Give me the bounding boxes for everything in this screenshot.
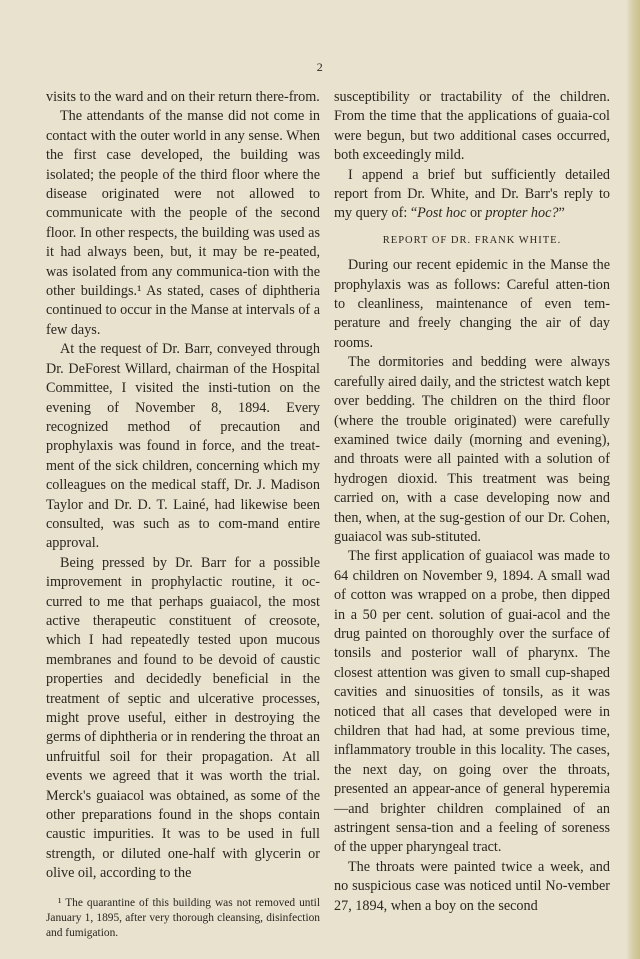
right-paragraph-1: susceptibility or tractability of the children. From the time that the applications of guaia-col were begun, but two additional cases occurred, both exceedingly mild. [334, 89, 610, 164]
left-paragraph-3: At the request of Dr. Barr, conveyed through Dr. DeForest Willard, chairman of the Hospital Committee, I visited the insti-tution on the evening of November 8, 1894. Every recognized method of precaution and prophylaxis was found in force, and the treat-ment of the sick children, concerning which my colleagues on the medical staff, Dr. J. Madison Taylor and Dr. D. T. Lainé, had likewise been consulted, was such as to com-mand entire approval. [46, 341, 320, 552]
right-paragraph-6: The throats were painted twice a week, and no suspicious case was noticed until No-vember 27, 1894, when a boy on the second [334, 858, 610, 914]
post-hoc-italic: Post hoc [417, 205, 467, 222]
report-heading: REPORT OF DR. FRANK WHITE. [382, 234, 562, 246]
right-paragraph-3: During our recent epidemic in the Manse the prophylaxis was as follows: Careful atten-tion to cleanliness, maintenance of even tem-perature and freely changing the air of day rooms. [334, 257, 610, 351]
page-number: 2 [316, 60, 324, 74]
right-paragraph-2-text: I append a brief but sufficiently detailed report from Dr. White, and Dr. Barr's reply to my query of: “ [334, 166, 610, 222]
right-paragraph-2 [334, 166, 610, 224]
left-paragraph-1: visits to the ward and on their return there-from. [46, 89, 320, 105]
propter-hoc-italic: propter hoc? [485, 205, 559, 222]
left-paragraph-2: The attendants of the manse did not come in contact with the outer world in any sense. When the first case developed, the building was isolated; the people of the third floor where the disease originated were not allowed to communicate with the people of the second floor. In other respects, the building was used as it had always been, but, it may be re-peated, was isolated from any communica-tion with the other buildings.¹ As stated, cases of diphtheria continued to occur in the Manse at intervals of a few days. [46, 108, 320, 338]
right-paragraph-4: The dormitories and bedding were always carefully aired daily, and the strictest watch kept over bedding. The children on the third floor (where the trouble originated) were carefully examined twice daily (morning and evening), and throats were all painted with a solution of hydrogen dioxid. This treatment was being carried on, with a case developing now and then, when, at the sug-gestion of our Dr. Cohen, guaiacol was sub-stituted. [334, 354, 610, 545]
right-paragraph-5: The first application of guaiacol was made to 64 children on November 9, 1894. A small wad of cotton was wrapped on a probe, then dipped in a 50 per cent. solution of guai-acol and the drug painted on thoroughly over the surface of tonsils and posterior wall of pharynx. The closest attention was given to small cup-shaped cavities and sinuosities of tonsils, as it was noticed that all cases that developed were in children that had had, at some previous time, inflammatory trouble in this locality. The cases, the next day, on going over the throats, presented an appear-ance of general hyperemia—and brighter children complained of an astringent sensa-tion and a feeling of soreness of the upper pharyngeal tract. [334, 548, 610, 856]
footnote: ¹ The quarantine of this building was not removed until January 1, 1895, after very thorough cleansing, disinfection and fumigation. [46, 896, 320, 939]
left-column [46, 88, 320, 941]
closing-quote: ” [558, 205, 565, 222]
left-paragraph-4: Being pressed by Dr. Barr for a possible improvement in prophylactic routine, it oc-curred to me that perhaps guaiacol, the most active therapeutic constituent of creosote, which I had repeatedly tested upon mucous membranes and found to be devoid of caustic properties and decidedly beneficial in the treatment of septic and ulcerative processes, might prove useful, either in destroying the germs of diphtheria or in rendering the throat an unfruitful soil for their propagation. At all events we agreed that it was worth the trial. Merck's guaiacol was obtained, as some of the other preparations found in the shops contain caustic impurities. It was to be used in full strength, or diluted one-half with glycerin or olive oil, according to the [46, 554, 320, 882]
page-edge-shadow [626, 0, 640, 959]
right-column [334, 88, 610, 916]
or-text: or [466, 205, 486, 222]
